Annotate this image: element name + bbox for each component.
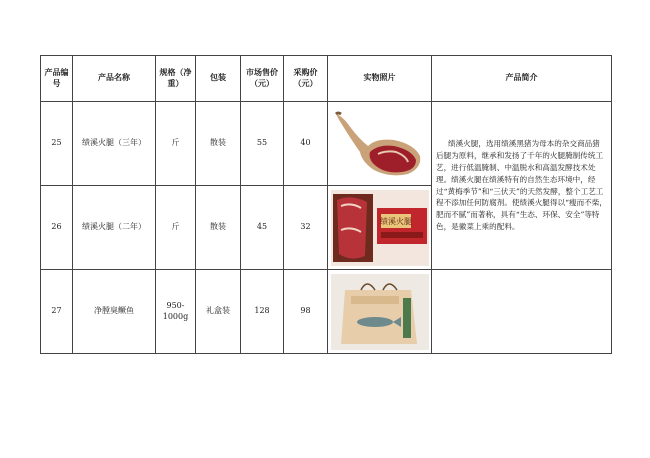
- header-row: [41, 56, 612, 102]
- ham-box-photo-cell: [328, 186, 432, 270]
- row-spec: 950-1000g: [156, 270, 196, 354]
- header-name: 产品名称: [73, 56, 156, 102]
- ham-photo-cell: [328, 102, 432, 186]
- row-code: 25: [41, 102, 73, 186]
- header-spec: 规格（净重）: [156, 56, 196, 102]
- row-name: 绩溪火腿（二年）: [73, 186, 156, 270]
- table-row: [41, 270, 612, 354]
- header-code: 产品编号: [41, 56, 73, 102]
- row-market-price: 55: [241, 102, 284, 186]
- row-spec: 斤: [156, 186, 196, 270]
- product-intro: 绩溪火腿，选用绩溪黑猪为母本的杂交商品猪后腿为原料，继承和发扬了千年的火腿腌制传统工艺，进行低温腌制、中温脱水和高温发酵技术处理。绩溪火腿在绩溪特有的自然生态环境中，经过“黄梅季节”和“三伏天”的天然发酵，整个工艺工程不添加任何防腐剂。使绩溪火腿得以“瘦而不柴，肥而不腻”而著称，具有“生态、环保、安全”等特色，是徽菜上乘的配料。: [432, 102, 612, 270]
- product-table: [40, 55, 612, 354]
- row-purchase-price: 40: [284, 102, 328, 186]
- row-spec: 斤: [156, 102, 196, 186]
- box-label: 绩溪火腿: [379, 216, 412, 226]
- row-code: 27: [41, 270, 73, 354]
- row-pack: 礼盒装: [196, 270, 241, 354]
- row-pack: 散装: [196, 186, 241, 270]
- row-pack: 散装: [196, 102, 241, 186]
- header-purchase-price: 采购价（元）: [284, 56, 328, 102]
- row-market-price: 128: [241, 270, 284, 354]
- ham-gift-box-image: [331, 190, 429, 266]
- row-purchase-price: 98: [284, 270, 328, 354]
- empty-intro-cell: [432, 270, 612, 354]
- header-photo: 实物照片: [328, 56, 432, 102]
- row-name: 净膛臭鳜鱼: [73, 270, 156, 354]
- row-purchase-price: 32: [284, 186, 328, 270]
- fish-gift-box-image: [331, 274, 429, 350]
- header-market-price: 市场售价（元）: [241, 56, 284, 102]
- row-code: 26: [41, 186, 73, 270]
- fish-box-photo-cell: [328, 270, 432, 354]
- row-market-price: 45: [241, 186, 284, 270]
- row-name: 绩溪火腿（三年）: [73, 102, 156, 186]
- table-row: [41, 102, 612, 186]
- header-pack: 包装: [196, 56, 241, 102]
- whole-ham-image: [332, 108, 428, 180]
- header-intro: 产品简介: [432, 56, 612, 102]
